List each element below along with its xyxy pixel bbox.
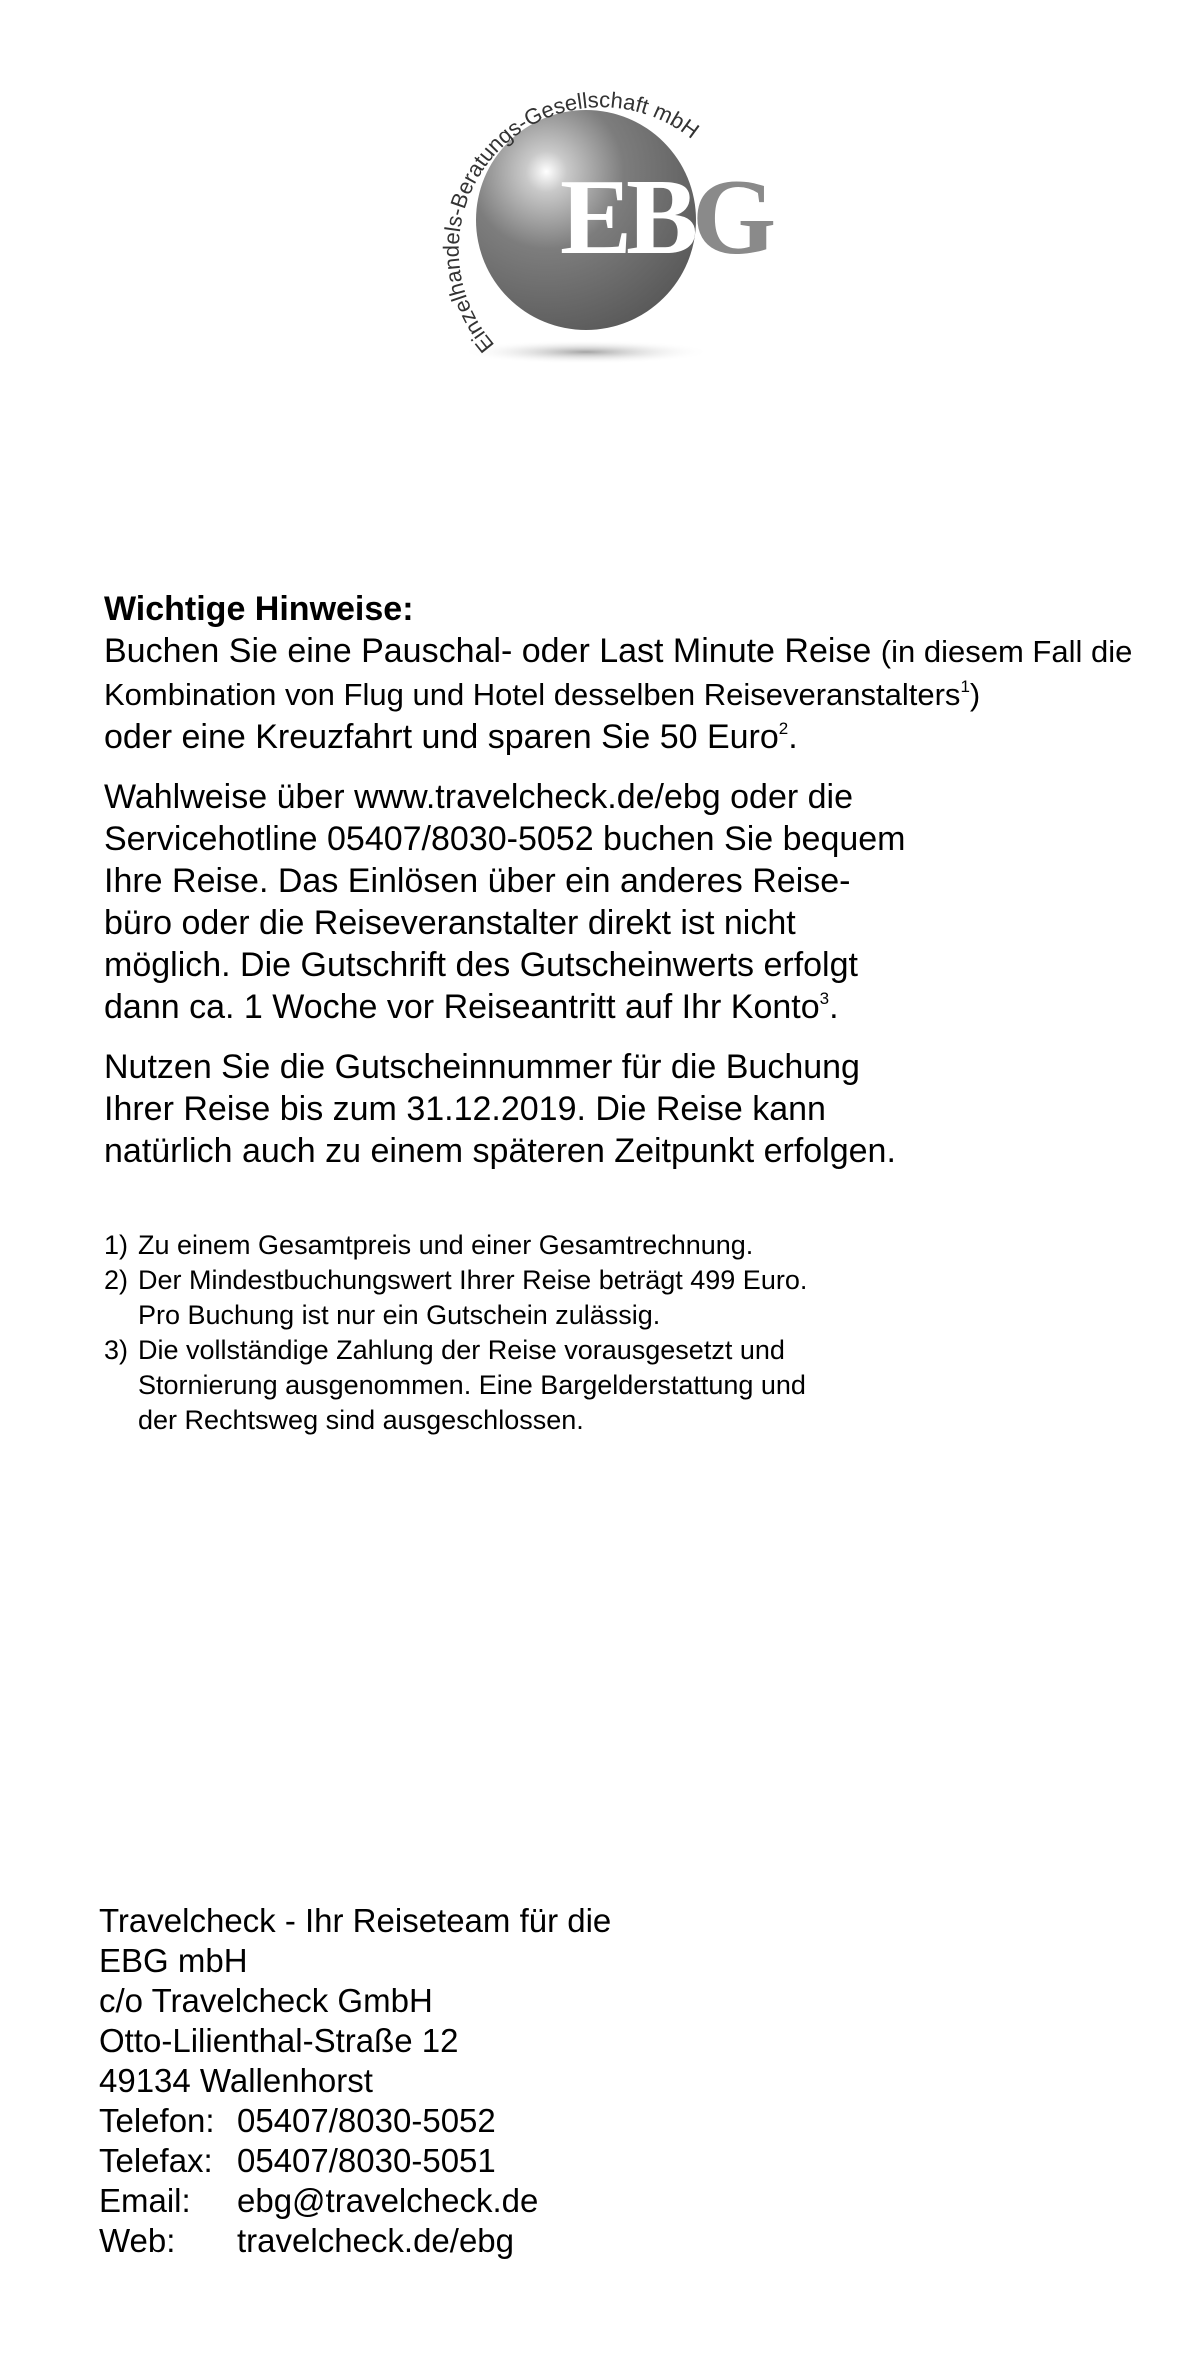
fax-value: 05407/8030-5051: [237, 2142, 496, 2179]
notes-paragraph-1: Buchen Sie eine Pauschal- oder Last Minute Reise (in diesem Fall die Kombination von Flug und Hotel desselben Reiseveranstalters$^1$) oder eine Kreuzfahrt und sparen Sie 50 Euro$^2$.: [104, 632, 1133, 756]
contact-line: Otto-Lilienthal-Straße 12: [99, 2022, 459, 2059]
notes-heading: Wichtige Hinweise:: [104, 590, 414, 628]
notes-paragraph-3: Nutzen Sie die Gutscheinnummer für die Buchung Ihrer Reise bis zum 31.12.2019. Die Reise kann natürlich auch zu einem späteren Zeitpunkt erfolgen.: [104, 1048, 896, 1170]
logo-arc-text: Einzelhandels-Beratungs-Gesellschaft mbH: [438, 87, 704, 358]
contact-line: c/o Travelcheck GmbH: [99, 1982, 433, 2019]
ebg-logo-graphic: [400, 40, 780, 380]
contact-web-row: [99, 2221, 611, 2261]
important-notes: [104, 588, 1164, 1188]
footnote-item: 1) Zu einem Gesamtpreis und einer Gesamtrechnung.: [104, 1230, 754, 1260]
fax-label: Telefax:: [99, 2142, 213, 2179]
contact-line: EBG mbH: [99, 1942, 248, 1979]
contact-email-row: [99, 2181, 611, 2221]
phone-label: Telefon:: [99, 2102, 215, 2139]
footnote-item: 2) Der Mindestbuchungswert Ihrer Reise beträgt 499 Euro. Pro Buchung ist nur ein Gutschein zulässig.: [104, 1265, 808, 1330]
footnote-item: 3) Die vollständige Zahlung der Reise vorausgesetzt und Stornierung ausgenommen. Eine Bargelderstattung und der Rechtsweg sind ausgeschlossen.: [104, 1335, 806, 1435]
email-label: Email:: [99, 2182, 191, 2219]
email-value: ebg@travelcheck.de: [237, 2182, 539, 2219]
contact-line: 49134 Wallenhorst: [99, 2062, 373, 2099]
contact-line: Travelcheck - Ihr Reiseteam für die: [99, 1902, 612, 1939]
footnotes-list: [104, 1228, 1004, 1438]
ebg-logo: [400, 40, 780, 380]
contact-block: [99, 1901, 611, 2261]
notes-paragraph-2: Wahlweise über www.travelcheck.de/ebg oder die Servicehotline 05407/8030-5052 buchen Sie bequem Ihre Reise. Das Einlösen über ein anderes Reise- büro oder die Reiseveranstalter direkt ist nicht möglich. Die Gutschrift des Gutscheinwerts erfolgt dann ca. 1 Woche vor Reiseantritt auf Ihr Konto$^3$.: [104, 778, 906, 1026]
contact-phone-row: [99, 2101, 611, 2141]
phone-value: 05407/8030-5052: [237, 2102, 496, 2139]
logo-shadow: [461, 340, 711, 364]
contact-fax-row: [99, 2141, 611, 2181]
logo-brand-text: EBG: [560, 158, 771, 277]
web-label: Web:: [99, 2222, 176, 2259]
web-value: travelcheck.de/ebg: [237, 2222, 515, 2259]
